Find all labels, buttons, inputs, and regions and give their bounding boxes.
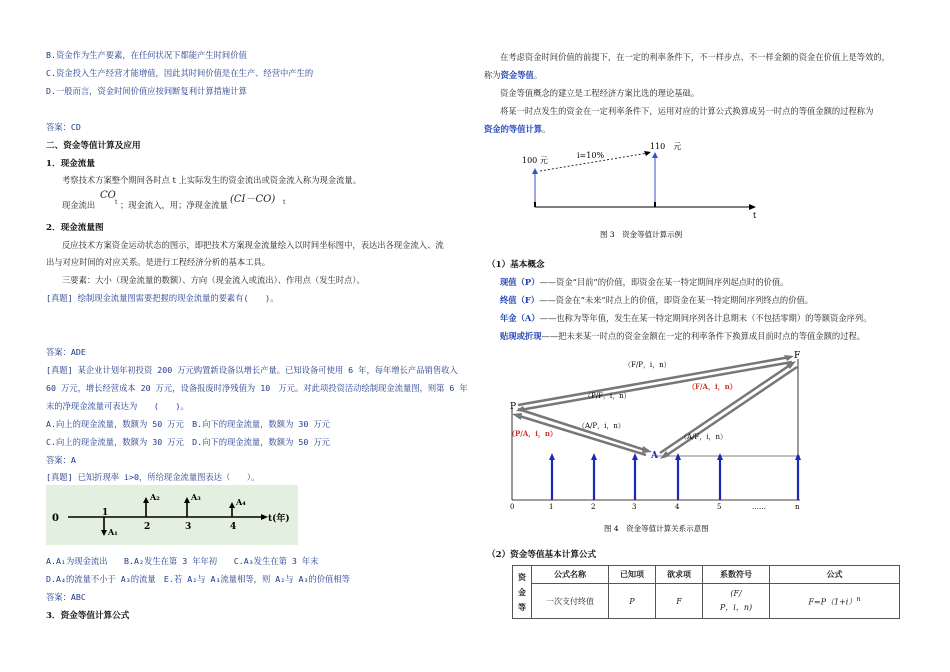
group-char-1: 资 <box>518 571 526 582</box>
discount-text: ——把未来某一时点的资金金额在一定的利率条件下换算成目前时点的等值金额的过程。 <box>541 331 866 341</box>
annuity-text: ——也称为等年值，发生在某一特定期间序列各计息期末（不包括零期）的等额资金序列。 <box>539 313 872 323</box>
formula-row-single-payment <box>513 584 900 619</box>
term-discount: 贴现或折现 <box>500 331 542 341</box>
header-wanted: 欲求项 <box>656 566 703 584</box>
a4-arrowhead <box>229 502 235 508</box>
term-future-value: 终值（F） <box>500 295 540 305</box>
figure-4-relations <box>500 345 820 540</box>
fig3-110-label: 110 元 <box>650 142 682 151</box>
fig3-fv-arrowhead <box>652 152 658 158</box>
exam-question-2-l3: 末的净现金流量可表达为 ( )。 <box>46 401 189 411</box>
annuity-arrowhead-2 <box>591 453 597 460</box>
tick-3: 3 <box>185 522 192 532</box>
exam-question-2-l1: [真题] 某企业计划年初投资 200 万元购置新设备以增长产量。已知设备可使用 6 年，每年增长产品销售收入 <box>46 365 458 375</box>
answer-4: 答案：ABC <box>46 592 86 602</box>
cashflow-heading: 1．现金流量 <box>46 159 95 169</box>
section-2-heading: 二、资金等值计算及应用 <box>46 141 141 151</box>
cashflow-three-elements: 三要素：大小（现金流量的数额）、方向（现金流入或流出）、作用点（发生时点）。 <box>62 275 365 285</box>
answer-1: 答案：CD <box>46 122 81 132</box>
equivalence-prefix: 称为 <box>484 70 501 80</box>
def-annuity <box>500 312 872 324</box>
fig4-a-to-p-arrowhead <box>512 413 522 420</box>
cashflow-definition: 考察技术方案整个期间各时点 t 上实际发生的资金流出或资金流入称为现金流量。 <box>62 175 362 185</box>
formula-expression: F=P（1+i） <box>808 597 857 607</box>
fig4-label-P: P <box>510 402 517 412</box>
equivalence-p3: 将某一时点发生的资金在一定利率条件下，运用对应的计算公式换算成另一时点的等值金额的过程称为 <box>500 106 874 116</box>
term-annuity: 年金（A） <box>500 313 540 323</box>
formula-section-heading: 3．资金等值计算公式 <box>46 611 130 621</box>
fig4-af-label: （A/F，i，n） <box>680 433 728 441</box>
cashflow-out-label: 现金流出 <box>62 200 96 210</box>
answer-3: 答案：A <box>46 455 76 465</box>
formula-table-header-row <box>513 566 900 584</box>
a3-arrowhead <box>184 497 190 503</box>
q3-options-de: D.A₄的流量不小于 A₃的流量 E.若 A₂与 A₃流量相等，则 A₂与 A₃的价值相等 <box>46 574 351 584</box>
fig4-x0: 0 <box>510 503 515 511</box>
cashflow-in-label: ；现金流入，用；净现金流量 <box>120 200 228 210</box>
a2-label: A₂ <box>150 492 160 502</box>
cashflow-diagram-p1: 反应技术方案资金运动状态的图示，即把技术方案现金流量绘入以时间坐标图中，表达出各现金流入、流 <box>62 240 444 250</box>
formula-table <box>512 565 900 619</box>
fig4-ellipsis: …… <box>752 503 766 511</box>
cell-known: P <box>609 584 656 619</box>
tick-1: 1 <box>102 508 109 518</box>
formula-table-heading: （2）资金等值基本计算公式 <box>487 550 597 560</box>
cell-wanted: F <box>656 584 703 619</box>
ci-co-symbol: (CI－CO) <box>230 194 276 205</box>
fig4-f-to-p-arrow <box>520 362 792 410</box>
fig4-label-F: F <box>794 351 801 361</box>
annuity-arrowhead-3 <box>632 453 638 460</box>
cell-factor-symbol <box>703 584 770 619</box>
annuity-arrowhead-4 <box>675 453 681 460</box>
equivalence-p1: 在考虑资金时间价值的前提下，在一定的利率条件下，不一样步点、不一样金额的资金在价值上是等效的， <box>500 52 890 62</box>
formula-exponent: n <box>856 594 861 603</box>
figure-3-example <box>500 138 770 243</box>
present-value-text: ——资金“目前”的价值，即资金在某一特定期间序列起点时的价值。 <box>539 277 789 287</box>
fig3-interest-arrowhead <box>644 151 651 156</box>
exam-question-3: [真题] 已知折现率 i>0，所给现金流量图表达（ ）。 <box>46 472 260 482</box>
a1-arrowhead <box>101 530 107 536</box>
fig4-ap-label: （A/P，i，n） <box>578 422 625 430</box>
option-d: D.一般而言，资金时间价值应按间断复利计算措施计算 <box>46 86 247 96</box>
co-subscript: t <box>115 199 118 206</box>
fig3-t-label: t <box>753 211 757 220</box>
group-char-3: 等 <box>518 601 526 612</box>
origin-label: 0 <box>52 513 59 524</box>
fig4-pa-label: （P/A，i，n） <box>508 429 557 438</box>
fig3-axis-arrowhead <box>749 204 756 210</box>
fig4-x5: 5 <box>717 503 722 511</box>
basic-concepts-heading: （1）基本概念 <box>487 260 545 270</box>
fig3-rate-label: i=10% <box>577 151 605 160</box>
fig4-x2: 2 <box>591 503 596 511</box>
a1-label: A₁ <box>108 527 118 537</box>
future-value-text: ——资金在“未来”时点上的价值，即资金在某一特定期间序列终点的价值。 <box>539 295 814 305</box>
equivalence-p3-period: 。 <box>542 124 551 134</box>
fig4-label-A: A <box>651 451 658 461</box>
q2-options-ab: A.向上的现金流量，数额为 50 万元 B.向下的现金流量，数额为 30 万元 <box>46 419 330 429</box>
fig4-x1: 1 <box>549 503 554 511</box>
fig4-x3: 3 <box>632 503 637 511</box>
a2-arrowhead <box>143 497 149 503</box>
fig4-fa-label: （F/A，i，n） <box>688 382 737 391</box>
exam-question-2-l2: 60 万元，增长经营成本 20 万元，设备报废时净残值为 10 万元。对此项投资活动绘制现金流量图，则第 6 年 <box>46 383 468 393</box>
fig4-x4: 4 <box>675 503 680 511</box>
equivalence-p3b <box>484 123 550 135</box>
factor-symbol-line1: (F/ <box>730 589 742 598</box>
fig4-annuity-bars <box>549 453 801 500</box>
fig4-pf-label: （P/F，i，n） <box>584 392 631 400</box>
def-present-value <box>500 276 789 288</box>
a4-label: A₄ <box>236 497 246 507</box>
equivalence-p2: 资金等值概念的建立是工程经济方案比选的理论基础。 <box>500 88 700 98</box>
header-factor-symbol: 系数符号 <box>703 566 770 584</box>
header-known: 已知项 <box>609 566 656 584</box>
axis-arrowhead <box>261 514 268 520</box>
fig4-caption: 图 4 资金等值计算关系示意图 <box>604 524 709 533</box>
fig3-caption: 图 3 资金等值计算示例 <box>600 230 683 239</box>
term-fund-equivalence: 资金等值 <box>500 70 534 80</box>
def-discount <box>500 330 865 342</box>
equivalence-period: 。 <box>533 70 543 80</box>
q3-options-abc: A.A₁为现金流出 B.A₂发生在第 3 年年初 C.A₃发生在第 3 年末 <box>46 556 319 566</box>
group-char-2: 金 <box>518 586 526 597</box>
option-b: B.资金作为生产要素，在任何状况下都能产生时间价值 <box>46 50 247 60</box>
cashflow-figure <box>46 485 298 545</box>
annuity-arrowhead-1 <box>549 453 555 460</box>
fig4-xn: n <box>795 503 800 511</box>
cell-formula-name: 一次支付终值 <box>532 584 609 619</box>
cashflow-diagram-heading: 2．现金流量图 <box>46 223 104 233</box>
cell-formula <box>770 584 900 619</box>
equivalence-p1b <box>484 69 542 81</box>
axis-label: t(年) <box>268 514 290 524</box>
fig3-pv-arrowhead <box>532 168 538 174</box>
tick-2: 2 <box>144 522 151 532</box>
annuity-arrowhead-n <box>795 453 801 460</box>
formula-group-cell <box>513 566 532 619</box>
tick-4: 4 <box>230 522 237 532</box>
co-symbol: CO <box>100 190 116 201</box>
annuity-arrowhead-5 <box>717 453 723 460</box>
fig3-100-label: 100 元 <box>522 156 548 165</box>
answer-2: 答案：ADE <box>46 347 86 357</box>
ci-co-subscript: t <box>283 199 286 206</box>
fig4-fp-label: （F/P，i，n） <box>624 361 671 369</box>
term-equivalent-calculation: 资金的等值计算 <box>484 124 543 134</box>
option-c: C.资金投入生产经营才能增值，因此其时间价值是在生产、经营中产生的 <box>46 68 314 78</box>
def-future-value <box>500 294 813 306</box>
term-present-value: 现值（P） <box>500 277 540 287</box>
q2-options-cd: C.向上的现金流量，数额为 30 万元 D.向下的现金流量，数额为 50 万元 <box>46 437 330 447</box>
exam-question-1: [真题] 绘制现金流量图需要把握的现金流量的要素有( )。 <box>46 293 279 303</box>
a3-label: A₃ <box>191 492 201 502</box>
header-formula: 公式 <box>770 566 900 584</box>
cashflow-diagram-p2: 出与对应时间的对应关系。是进行工程经济分析的基本工具。 <box>46 257 271 267</box>
header-formula-name: 公式名称 <box>532 566 609 584</box>
factor-symbol-line2: P，i，n) <box>719 603 753 612</box>
fig4-p-to-f-arrowhead <box>784 355 794 361</box>
